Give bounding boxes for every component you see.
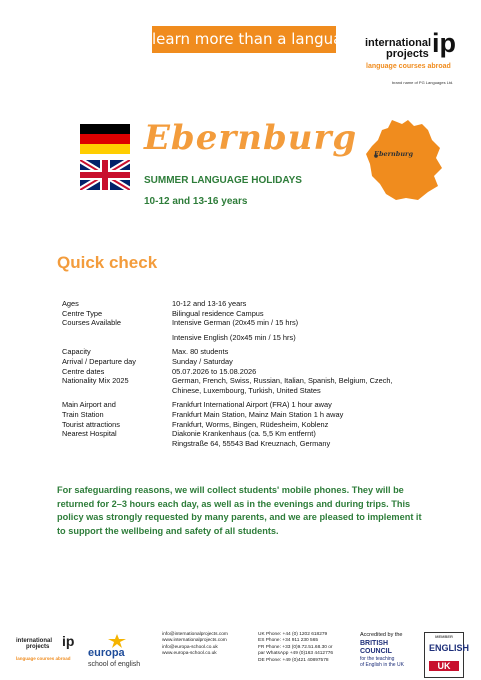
fact-row: Intensive English (20x45 min / 15 hrs) [172,332,296,342]
quick-check-table [62,299,442,448]
logo-line2: projects [386,48,429,60]
footer-ip-logo: international projects ip language courses abroad [16,633,75,661]
fact-row: Tourist attractions Frankfurt, Worms, Bingen, Rüdesheim, Koblenz [62,419,329,429]
page-title: Ebernburg [144,118,358,158]
logo-mark: ip [432,28,456,58]
website-link[interactable]: www.europa-school.co.uk [162,651,217,657]
fact-row: Chinese, Luxembourg, Turkish, United States [172,385,321,395]
fact-row: Ringstraße 64, 55543 Bad Kreuznach, Germany [172,438,331,448]
fact-row: Centre dates 05.07.2026 to 15.08.2026 [62,366,257,376]
email-link[interactable]: info@europa-school.co.uk [162,644,218,650]
footer-contacts [162,632,228,658]
europa-star-icon [108,634,126,648]
british-council-logo: Accredited by the BRITISH COUNCIL for the teaching of English in the UK [360,632,404,668]
website-link[interactable]: www.internationalprojects.com [162,638,227,644]
footer [0,620,481,680]
uk-flag [80,160,130,190]
email-link[interactable]: info@internationalprojects.com [162,632,228,637]
map-location-label: Ebernburg [374,150,414,158]
fact-row: Nearest Hospital Diakonie Krankenhaus (ca. 5,5 Km entfernt) [62,429,316,439]
age-range: 10-12 and 13-16 years [144,196,248,207]
safeguarding-notice: For safeguarding reasons, we will collect students' mobile phones. They will be returned for 2–3 hours each day, as well as in the evenings and during trips. This policy was strongly requested by many parents, and we are pleased to implement it to support the wellbeing and safety of all students. [57,485,422,536]
logo-brand-note: brand name of PG Languages Ltd. [392,80,454,85]
fact-row: Arrival / Departure day Sunday / Saturday [62,356,233,366]
logo-line1: international [365,37,432,49]
fact-row: Courses Available Intensive German (20x45 min / 15 hrs) [62,318,299,328]
slogan-banner: learn more than a language [152,26,336,53]
english-uk-logo: MEMBER ENGLISH UK [424,632,464,678]
footer-phones: UK Phone: +44 (0) 1202 618279 ES Phone: +34 911 230 565 FR Phone: +33 (0)9.72.51.68.30 or par WhatsApp +49 (0)163 4412776 DE Phone: +49 (0)421 40897578 [258,632,334,663]
germany-map-icon [362,118,448,202]
fact-row: Main Airport and Frankfurt International Airport (FRA) 1 hour away [62,400,332,410]
page-subtitle: SUMMER LANGUAGE HOLIDAYS [144,175,302,186]
fact-row: Train Station Frankfurt Main Station, Mainz Main Station 1 h away [62,409,344,419]
quick-check-heading: Quick check [57,253,158,272]
fact-row: Ages 10-12 and 13-16 years [62,299,247,308]
logo-tagline: language courses abroad [366,63,451,70]
fact-row: Centre Type Bilingual residence Campus [62,308,264,318]
fact-row: Nationality Mix 2025 German, French, Swiss, Russian, Italian, Spanish, Belgium, Czech, [62,376,393,386]
europa-school-logo: europa school of english [86,634,150,668]
fact-row: Capacity Max. 80 students [62,347,229,357]
international-projects-logo [360,28,470,90]
germany-flag [80,124,130,154]
